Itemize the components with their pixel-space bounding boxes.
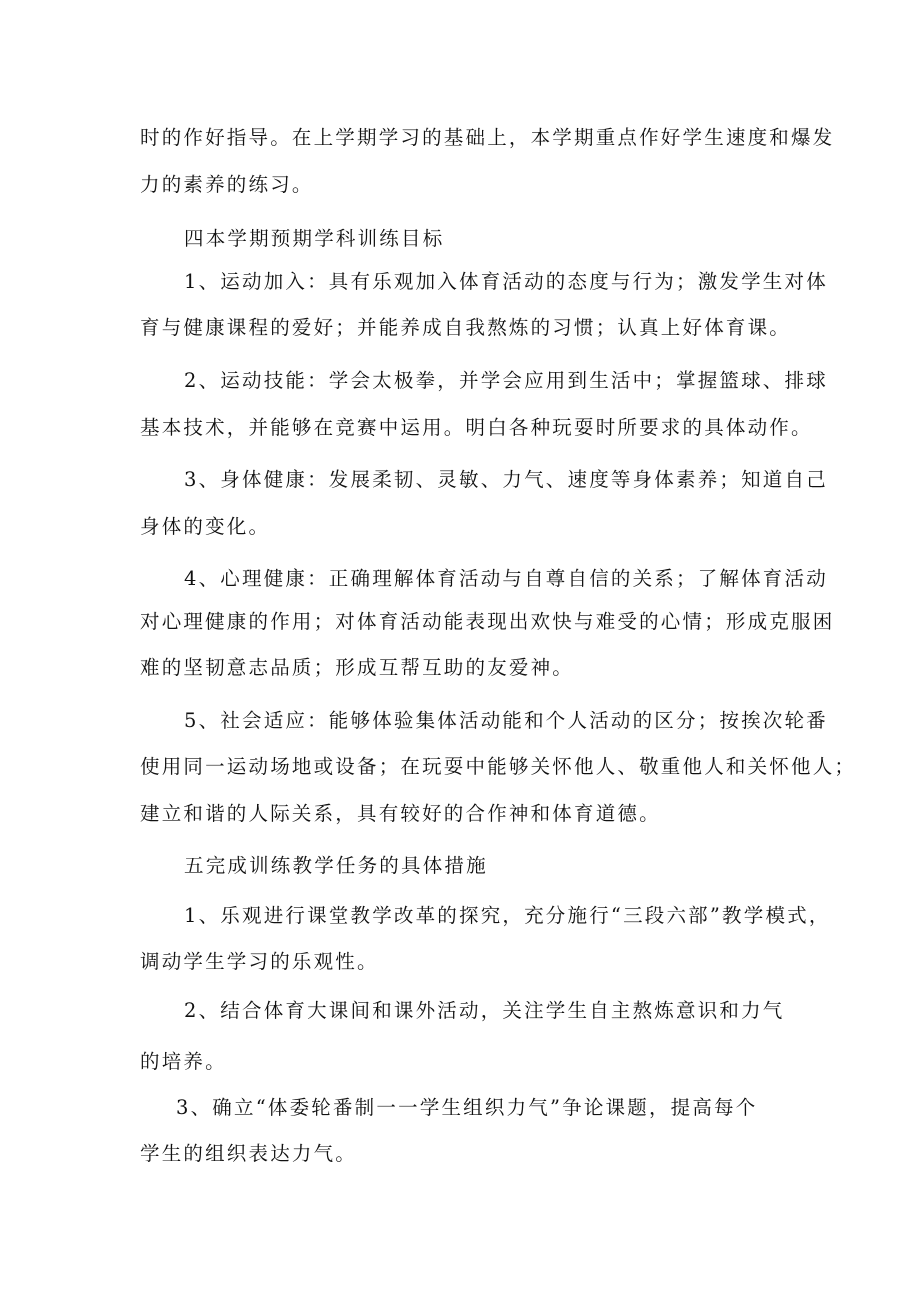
paragraph-line: 1、乐观进行课堂教学改革的探究，充分施行“三段六部”教学模式， — [184, 904, 831, 927]
paragraph-line: 3、身体健康：发展柔韧、灵敏、力气、速度等身体素养；知道自己 — [184, 468, 828, 491]
paragraph-line: 4、心理健康：正确理解体育活动与自尊自信的关系；了解体育活动 — [184, 567, 828, 590]
paragraph-line: 1、运动加入：具有乐观加入体育活动的态度与行为；激发学生对体 — [184, 270, 828, 293]
paragraph-line: 建立和谐的人际关系，具有较好的合作神和体育道德。 — [140, 802, 661, 825]
paragraph-line: 难的坚韧意志品质；形成互帮互助的友爱神。 — [140, 656, 575, 679]
paragraph-line: 力的素养的练习。 — [140, 173, 314, 196]
paragraph-line: 学生的组织表达力气。 — [140, 1142, 358, 1165]
section-heading: 四本学期预期学科训练目标 — [184, 227, 445, 250]
paragraph-line: 的培养。 — [140, 1050, 227, 1073]
paragraph-line: 育与健康课程的爱好；并能养成自我熬炼的习惯；认真上好体育课。 — [140, 316, 792, 339]
section-heading: 五完成训练教学任务的具体措施 — [184, 854, 488, 877]
paragraph-line: 2、运动技能：学会太极拳，并学会应用到生活中；掌握篮球、排球 — [184, 369, 828, 392]
paragraph-line: 对心理健康的作用；对体育活动能表现出欢快与难受的心情；形成克服困 — [140, 610, 835, 633]
paragraph-line: 3、确立“体委轮番制一一学生组织力气”争论课题，提高每个 — [176, 1096, 758, 1119]
paragraph-line: 调动学生学习的乐观性。 — [140, 950, 379, 973]
paragraph-line: 时的作好指导。在上学期学习的基础上，本学期重点作好学生速度和爆发 — [140, 126, 835, 149]
paragraph-line: 身体的变化。 — [140, 515, 271, 538]
paragraph-line: 使用同一运动场地或设备；在玩耍中能够关怀他人、敬重他人和关怀他人； — [140, 755, 857, 778]
paragraph-line: 基本技术，并能够在竞赛中运用。明白各种玩耍时所要求的具体动作。 — [140, 416, 813, 439]
paragraph-line: 2、结合体育大课间和课外活动，关注学生自主熬炼意识和力气 — [184, 999, 785, 1022]
paragraph-line: 5、社会适应：能够体验集体活动能和个人活动的区分；按挨次轮番 — [184, 709, 828, 732]
